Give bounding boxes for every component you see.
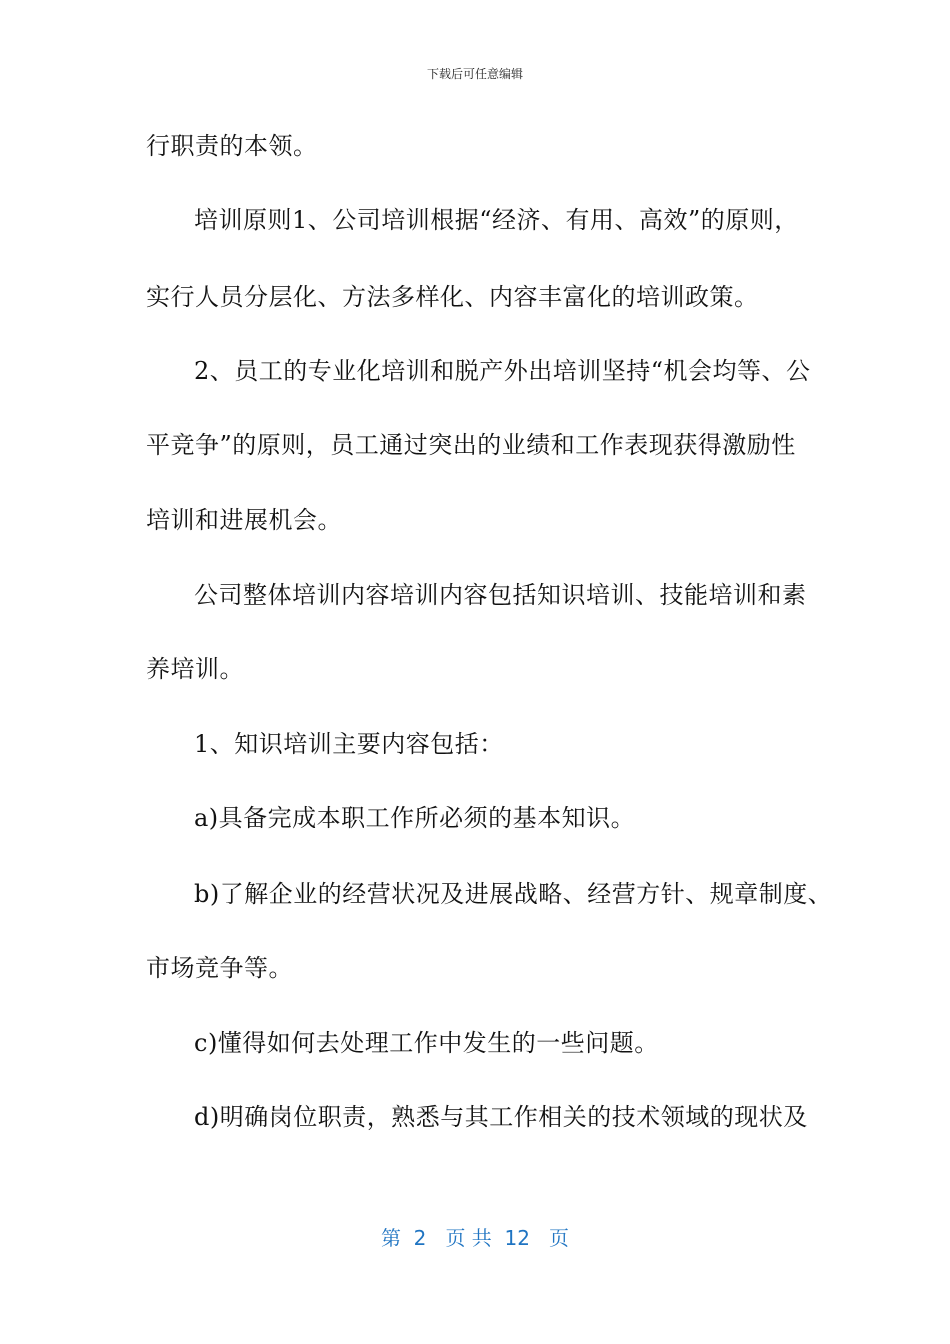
page-header-note: 下载后可任意编辑 <box>426 67 523 81</box>
body-line-13: c)懂得如何去处理工作中发生的一些问题。 <box>194 1029 659 1057</box>
body-line-1: 行职责的本领。 <box>146 132 318 160</box>
body-line-7: 公司整体培训内容培训内容包括知识培训、技能培训和素 <box>194 581 807 609</box>
body-line-14: d)明确岗位职责，熟悉与其工作相关的技术领域的现状及 <box>194 1103 808 1131</box>
page-number-footer: 第 2 页 共 12 页 <box>380 1226 570 1250</box>
body-line-11: b)了解企业的经营状况及进展战略、经营方针、规章制度、 <box>194 880 833 908</box>
body-line-4: 2、员工的专业化培训和脱产外出培训坚持“机会均等、公 <box>194 357 811 385</box>
body-line-3: 实行人员分层化、方法多样化、内容丰富化的培训政策。 <box>146 283 759 311</box>
body-line-10: a)具备完成本职工作所必须的基本知识。 <box>194 804 636 832</box>
body-line-6: 培训和进展机会。 <box>146 506 342 534</box>
body-line-2: 培训原则1、公司培训根据“经济、有用、高效”的原则， <box>194 206 799 234</box>
body-line-5: 平竞争”的原则，员工通过突出的业绩和工作表现获得激励性 <box>146 431 796 459</box>
body-line-9: 1、知识培训主要内容包括： <box>194 730 504 758</box>
body-line-12: 市场竞争等。 <box>146 954 293 982</box>
body-line-8: 养培训。 <box>146 655 244 683</box>
